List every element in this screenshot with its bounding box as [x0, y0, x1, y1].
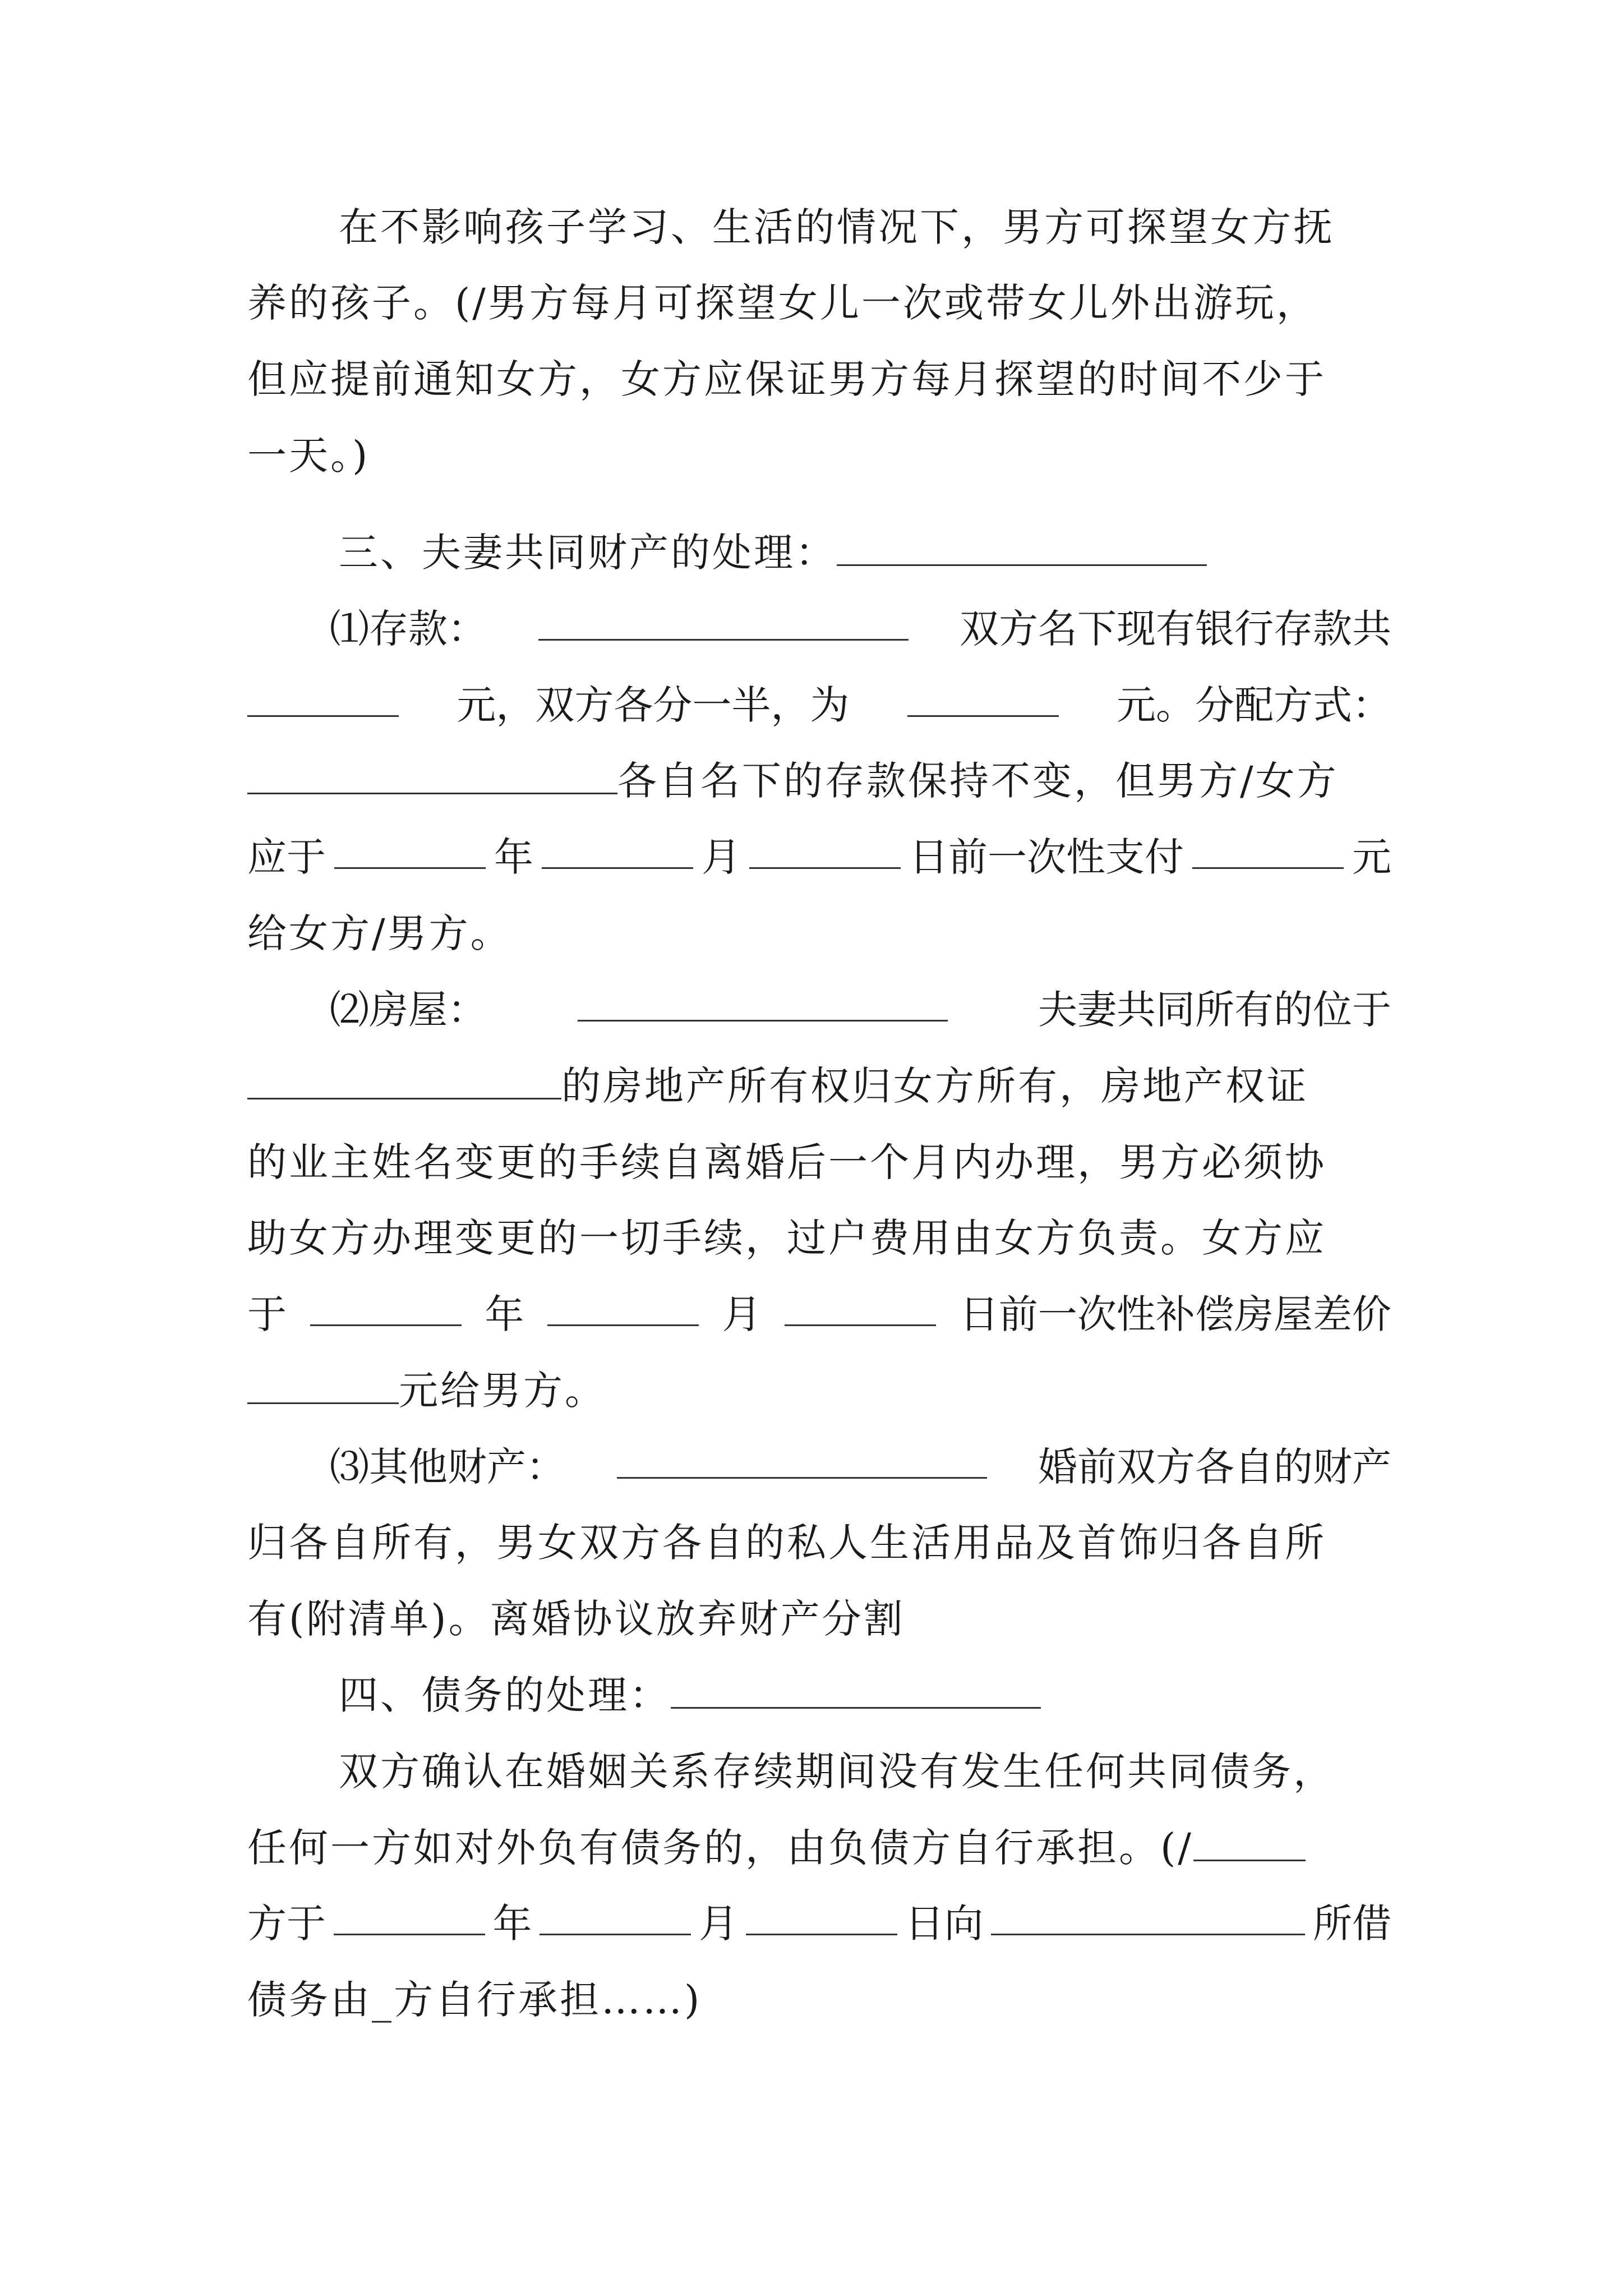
house-text: 月 [722, 1291, 762, 1337]
debt-line-3 [247, 1890, 1391, 1957]
debt-text: 所借 [1313, 1901, 1391, 1947]
blank-field [749, 823, 901, 869]
blank-field [540, 1890, 691, 1935]
blank-field [247, 1054, 561, 1099]
deposit-text: 各自名下的存款保持不变，但男方/女方 [617, 758, 1339, 804]
paragraph-line: 在不影响孩子学习、生活的情况下，男方可探望女方抚 [339, 204, 1335, 250]
other-label: ⑶其他财产： [330, 1444, 565, 1490]
deposit-line-2 [247, 671, 1391, 739]
paragraph-line: 养的孩子。(/男方每月可探望女儿一次或带女儿外出游玩， [247, 280, 1318, 326]
blank-field [578, 976, 948, 1022]
blank-field [1193, 1816, 1306, 1861]
blank-field [617, 1433, 987, 1479]
house-text: 的房地产所有权归女方所有，房地产权证 [561, 1063, 1308, 1109]
deposit-line-4 [247, 823, 1391, 891]
blank-field [746, 1890, 897, 1935]
debt-text: 日向 [905, 1901, 984, 1947]
debt-text: 任何一方如对外负有债务的，由负债方自行承担。(/ [247, 1825, 1193, 1871]
other-line-3: 有(附清单)。离婚协议放弃财产分割 [247, 1596, 905, 1642]
blank-field [991, 1890, 1305, 1935]
blank-field [310, 1281, 462, 1326]
deposit-line-5: 给女方/男方。 [247, 910, 512, 956]
deposit-text: 双方名下现有银行存款共 [960, 606, 1391, 652]
section-heading [339, 519, 1391, 586]
paragraph-line: 一天。) [247, 432, 370, 478]
blank-field [837, 521, 1207, 566]
deposit-text: 元，双方各分一半，为 [457, 682, 850, 728]
deposit-line-1 [330, 595, 1391, 662]
blank-field [247, 671, 399, 717]
house-text: 日前一次性补偿房屋差价 [959, 1291, 1391, 1337]
house-label: ⑵房屋： [330, 987, 487, 1033]
house-line-4: 助女方办理变更的一切手续，过户费用由女方负责。女方应 [247, 1215, 1326, 1261]
house-line-2 [247, 1052, 1391, 1120]
blank-field [542, 823, 693, 869]
blank-field [538, 595, 909, 641]
blank-field [671, 1663, 1041, 1709]
house-text: 夫妻共同所有的位于 [1038, 987, 1391, 1033]
house-line-3: 的业主姓名变更的手续自离婚后一个月内办理，男方必须协 [247, 1139, 1326, 1185]
debt-line-1: 双方确认在婚姻关系存续期间没有发生任何共同债务， [339, 1749, 1335, 1795]
deposit-text: 月 [702, 834, 741, 880]
debt-text: 方于 [247, 1901, 326, 1947]
blank-field [907, 671, 1059, 717]
debt-line-2 [247, 1814, 1391, 1881]
debt-line-4: 债务由_方自行承担……) [247, 1977, 702, 2023]
house-text: 于 [247, 1291, 287, 1337]
section-heading-text: 四、债务的处理： [339, 1672, 671, 1718]
deposit-line-3 [247, 747, 1391, 815]
deposit-text: 年 [494, 834, 533, 880]
blank-field [247, 749, 617, 794]
deposit-label: ⑴存款： [330, 606, 487, 652]
deposit-text: 元。分配方式： [1116, 682, 1391, 728]
other-line-1 [330, 1433, 1391, 1501]
blank-field [547, 1281, 699, 1326]
house-line-6 [247, 1357, 1391, 1424]
deposit-text: 元 [1352, 834, 1391, 880]
deposit-text: 应于 [247, 834, 326, 880]
blank-field [247, 1359, 399, 1404]
debt-text: 月 [699, 1901, 738, 1947]
blank-field [785, 1281, 936, 1326]
deposit-text: 日前一次性支付 [909, 834, 1184, 880]
house-line-1 [330, 976, 1391, 1043]
paragraph-line: 但应提前通知女方，女方应保证男方每月探望的时间不少于 [247, 356, 1326, 402]
house-text: 年 [485, 1291, 524, 1337]
blank-field [334, 1890, 485, 1935]
house-text: 元给男方。 [399, 1368, 606, 1414]
blank-field [1192, 823, 1344, 869]
other-text: 婚前双方各自的财产 [1038, 1444, 1391, 1490]
section-heading [339, 1662, 1391, 1729]
blank-field [334, 823, 486, 869]
house-line-5 [247, 1281, 1391, 1348]
section-heading-text: 三、夫妻共同财产的处理： [339, 530, 837, 576]
other-line-2: 归各自所有，男女双方各自的私人生活用品及首饰归各自所 [247, 1520, 1326, 1566]
debt-text: 年 [492, 1901, 532, 1947]
